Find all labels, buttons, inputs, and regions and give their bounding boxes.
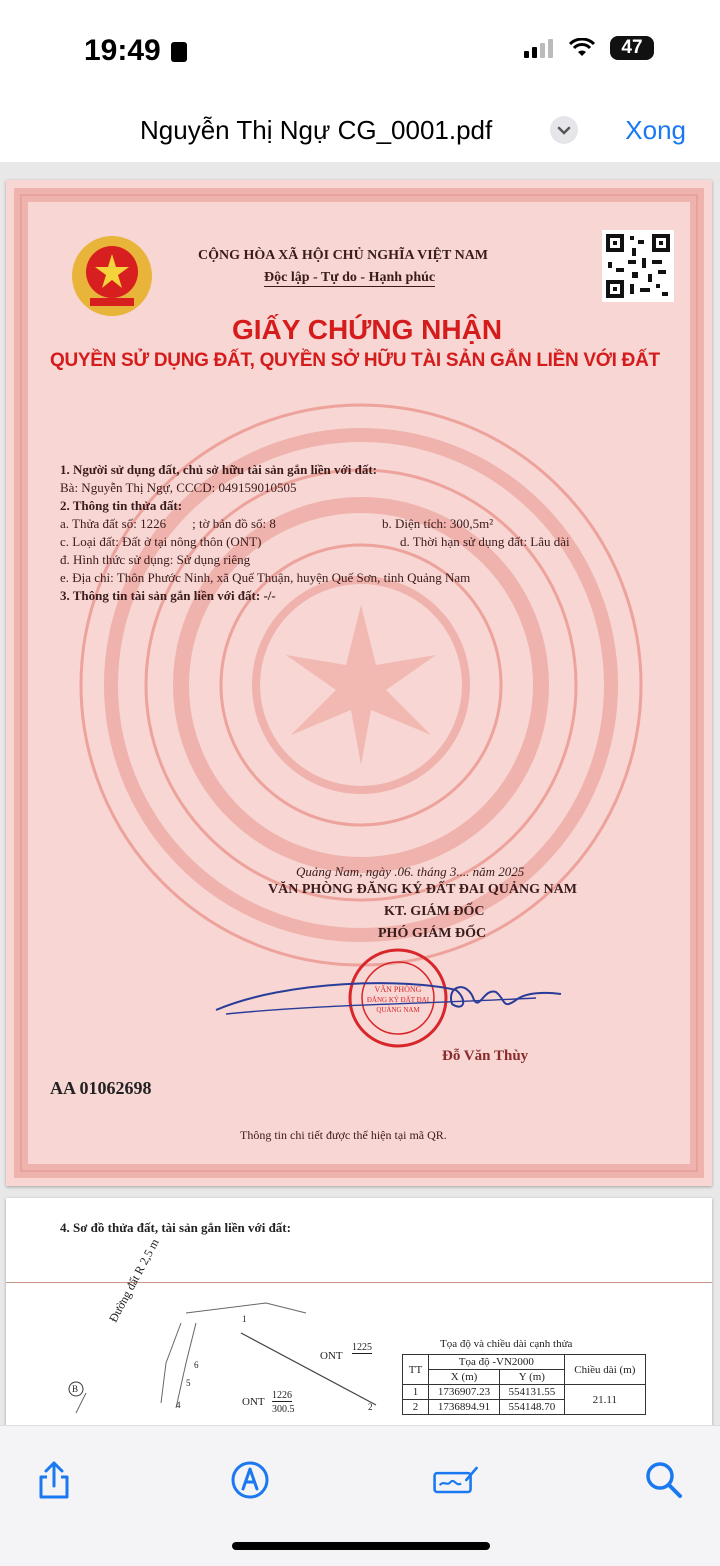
issue-date: Quảng Nam, ngày .06. tháng 3.... năm 2025	[296, 864, 525, 879]
qr-footer-note: Thông tin chi tiết được thể hiện tại mã QR.	[240, 1128, 447, 1142]
row-y: 554131.55	[500, 1385, 565, 1400]
section-2-heading: 2. Thông tin thửa đất:	[60, 498, 183, 513]
pdf-page-2	[6, 1198, 712, 1425]
pdf-viewer[interactable]	[0, 162, 720, 1425]
signer-title-deputy: PHÓ GIÁM ĐỐC	[378, 926, 487, 941]
pdf-page-1	[6, 180, 712, 1186]
national-emblem-icon	[70, 234, 154, 318]
svg-text:VĂN PHÒNG: VĂN PHÒNG	[374, 985, 422, 994]
focus-icon	[171, 42, 187, 62]
title-menu-button[interactable]	[550, 116, 578, 144]
parcel-type: ONT	[242, 1396, 265, 1408]
neighbor-parcel-number: 1225	[352, 1342, 372, 1353]
row-tt: 2	[403, 1400, 429, 1415]
point-label-2: 2	[368, 1402, 373, 1412]
svg-text:ĐĂNG KÝ ĐẤT ĐAI: ĐĂNG KÝ ĐẤT ĐAI	[366, 996, 430, 1004]
parcel-number-label: 1226	[272, 1390, 292, 1401]
document-nav-bar	[0, 100, 720, 162]
done-button[interactable]: Xong	[625, 115, 686, 145]
point-label-5: 5	[186, 1378, 191, 1388]
cellular-signal-icon	[524, 38, 554, 58]
header-motto: Độc lập - Tự do - Hạnh phúc	[264, 270, 436, 285]
parcel-address: e. Địa chỉ: Thôn Phước Ninh, xã Quế Thuận, huyện Quế Sơn, tỉnh Quảng Nam	[60, 570, 471, 585]
svg-text:QUẢNG NAM: QUẢNG NAM	[376, 1006, 420, 1014]
section-3-heading: 3. Thông tin tài sản gắn liền với đất: -/-	[60, 588, 276, 603]
land-term: d. Thời hạn sử dụng đất: Lâu dài	[400, 534, 570, 549]
row-x: 1736894.91	[429, 1400, 500, 1415]
document-title[interactable]: Nguyễn Thị Ngự CG_0001.pdf	[140, 115, 493, 145]
battery-indicator: 47	[610, 36, 654, 60]
row-tt: 1	[403, 1385, 429, 1400]
neighbor-parcel-type: ONT	[320, 1350, 343, 1362]
serial-number: AA 01062698	[50, 1078, 152, 1098]
clock: 19:49	[84, 34, 161, 67]
point-label-6: 6	[194, 1360, 199, 1370]
page-divider	[6, 1282, 712, 1283]
share-button[interactable]	[30, 1456, 78, 1504]
point-label-1: 1	[242, 1314, 247, 1324]
certificate-subtitle: QUYỀN SỬ DỤNG ĐẤT, QUYỀN SỞ HỮU TÀI SẢN GẮN LIỀN VỚI ĐẤT	[50, 350, 660, 371]
col-tt: TT	[403, 1355, 429, 1385]
qr-code	[602, 230, 674, 302]
header-country: CỘNG HÒA XÃ HỘI CHỦ NGHĨA VIỆT NAM	[198, 248, 489, 263]
parcel-area-label: 300.5	[272, 1404, 295, 1415]
sign-button[interactable]	[432, 1456, 480, 1504]
col-y: Y (m)	[500, 1370, 565, 1385]
parcel-area: b. Diện tích: 300,5m²	[382, 516, 494, 531]
status-bar	[0, 0, 720, 100]
chevron-down-icon	[550, 116, 578, 144]
share-icon	[36, 1460, 72, 1500]
owner-line: Bà: Nguyễn Thị Ngự, CCCD: 049159010505	[60, 480, 297, 495]
home-indicator[interactable]	[232, 1542, 490, 1550]
section-4-heading: 4. Sơ đồ thửa đất, tài sản gắn liền với đất:	[60, 1220, 291, 1235]
table-row	[403, 1385, 646, 1400]
markup-button[interactable]	[226, 1456, 274, 1504]
land-type: c. Loại đất: Đất ở tại nông thôn (ONT)	[60, 534, 262, 549]
point-label-b: B	[72, 1384, 79, 1394]
row-length: 21.11	[564, 1385, 645, 1415]
row-x: 1736907.23	[429, 1385, 500, 1400]
certificate-title: GIẤY CHỨNG NHẬN	[232, 314, 503, 345]
col-x: X (m)	[429, 1370, 500, 1385]
coords-table-title: Tọa độ và chiều dài cạnh thửa	[440, 1338, 573, 1350]
markup-icon	[230, 1460, 270, 1500]
road-label: Đường đất R 2,5 m	[106, 1236, 162, 1325]
signer-name: Đỗ Văn Thùy	[442, 1048, 529, 1064]
col-coord: Tọa độ -VN2000	[429, 1355, 565, 1370]
signer-title-kt: KT. GIÁM ĐỐC	[384, 904, 485, 919]
issuing-office: VĂN PHÒNG ĐĂNG KÝ ĐẤT ĐAI QUẢNG NAM	[268, 882, 577, 897]
search-icon	[644, 1460, 684, 1500]
point-label-4: 4	[176, 1400, 181, 1410]
col-length: Chiều dài (m)	[564, 1355, 645, 1385]
row-y: 554148.70	[500, 1400, 565, 1415]
sign-icon	[432, 1460, 480, 1500]
wifi-icon	[568, 38, 596, 58]
coordinates-table	[402, 1354, 646, 1415]
section-1-heading: 1. Người sử dụng đất, chủ sở hữu tài sản gắn liền với đất:	[60, 462, 377, 477]
parcel-number: a. Thửa đất số: 1226 ; tờ bản đồ số: 8	[60, 516, 276, 531]
search-button[interactable]	[640, 1456, 688, 1504]
usage-form: đ. Hình thức sử dụng: Sử dụng riêng	[60, 552, 251, 567]
signature	[206, 970, 566, 1030]
